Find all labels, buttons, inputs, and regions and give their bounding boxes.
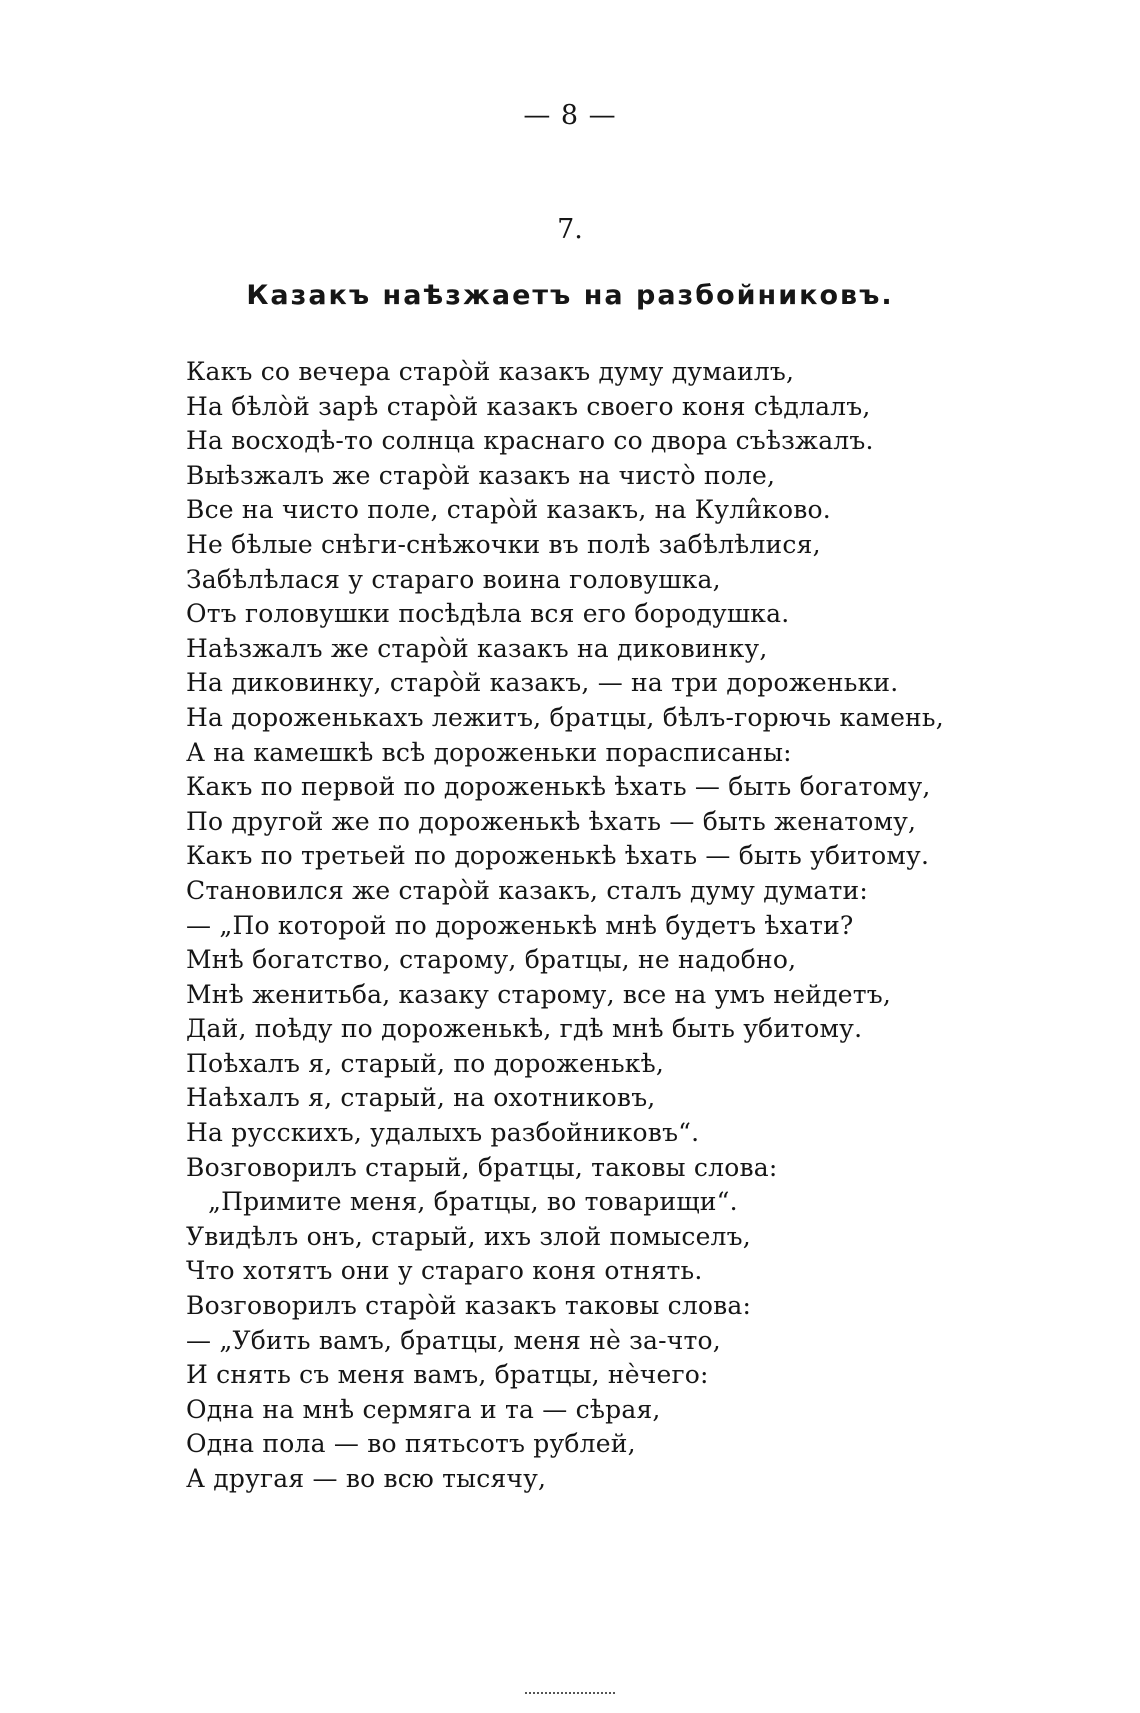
poem-line: И снять съ меня вамъ, братцы, нѐчего: bbox=[186, 1360, 709, 1390]
poem-line: Мнѣ женитьба, казаку старому, все на умъ нейдетъ, bbox=[186, 979, 892, 1009]
poem-line: Становился же старо̀й казакъ, сталъ думу думати: bbox=[186, 875, 868, 905]
poem-line: Не бѣлые снѣги-снѣжочки въ полѣ забѣлѣлися, bbox=[186, 529, 821, 559]
poem-line: — „По которой по дороженькѣ мнѣ будетъ ѣхати? bbox=[186, 910, 854, 940]
poem-line: На дороженькахъ лежитъ, братцы, бѣлъ-горючь камень, bbox=[186, 702, 944, 732]
poem-line: Что хотятъ они у стараго коня отнять. bbox=[186, 1256, 703, 1286]
poem-line: Мнѣ богатство, старому, братцы, не надобно, bbox=[186, 945, 797, 975]
poem-line: На восходѣ-то солнца краснаго со двора съѣзжалъ. bbox=[186, 426, 874, 456]
poem-line: Поѣхалъ я, старый, по дороженькѣ, bbox=[186, 1048, 664, 1078]
page-number: — 8 — bbox=[523, 100, 617, 131]
poem-line: Забѣлѣлася у стараго воина головушка, bbox=[186, 564, 721, 594]
poem-line: Наѣхалъ я, старый, на охотниковъ, bbox=[186, 1083, 656, 1113]
poem-line: На бѣло̀й зарѣ старо̀й казакъ своего коня сѣдлалъ, bbox=[186, 391, 871, 421]
poem-line: Все на чисто поле, старо̀й казакъ, на Кули̂ково. bbox=[186, 495, 831, 525]
poem-line: — „Убить вамъ, братцы, меня нѐ за-что, bbox=[186, 1325, 721, 1355]
footer-rule bbox=[525, 1692, 615, 1698]
poem-line: А другая — во всю тысячу, bbox=[186, 1464, 547, 1493]
poem-line: Одна на мнѣ сермяга и та — сѣрая, bbox=[186, 1394, 661, 1424]
poem-line: На диковинку, старо̀й казакъ, — на три дороженьки. bbox=[186, 668, 899, 698]
poem-line: „Примите меня, братцы, во товарищи“. bbox=[208, 1187, 738, 1217]
poem-line: А на камешкѣ всѣ дороженьки порасписаны: bbox=[186, 737, 792, 767]
poem-line: Какъ со вечера старо̀й казакъ думу думаилъ, bbox=[186, 357, 795, 386]
section-title: Казакъ наѣзжаетъ на разбойниковъ. bbox=[246, 280, 894, 311]
poem-line: Отъ головушки посѣдѣла вся его бородушка. bbox=[186, 599, 790, 629]
poem-body bbox=[186, 355, 1066, 1497]
poem-line: По другой же по дороженькѣ ѣхать — быть женатому, bbox=[186, 806, 917, 836]
poem-line: На русскихъ, удалыхъ разбойниковъ“. bbox=[186, 1118, 700, 1148]
section-number: 7. bbox=[557, 214, 583, 245]
poem-line: Возговорилъ старо̀й казакъ таковы слова: bbox=[186, 1291, 752, 1321]
poem-line: Наѣзжалъ же старо̀й казакъ на диковинку, bbox=[186, 633, 768, 663]
poem-line: Какъ по третьей по дороженькѣ ѣхать — быть убитому. bbox=[186, 841, 930, 871]
poem-line: Увидѣлъ онъ, старый, ихъ злой помыселъ, bbox=[186, 1221, 751, 1251]
poem-line: Дай, поѣду по дороженькѣ, гдѣ мнѣ быть убитому. bbox=[186, 1014, 863, 1044]
poem-line: Одна пола — во пятьсотъ рублей, bbox=[186, 1429, 636, 1459]
poem-line: Возговорилъ старый, братцы, таковы слова: bbox=[186, 1152, 778, 1182]
poem-line: Какъ по первой по дороженькѣ ѣхать — быть богатому, bbox=[186, 772, 931, 802]
poem-line: Выѣзжалъ же старо̀й казакъ на чисто̀ поле, bbox=[186, 460, 776, 490]
